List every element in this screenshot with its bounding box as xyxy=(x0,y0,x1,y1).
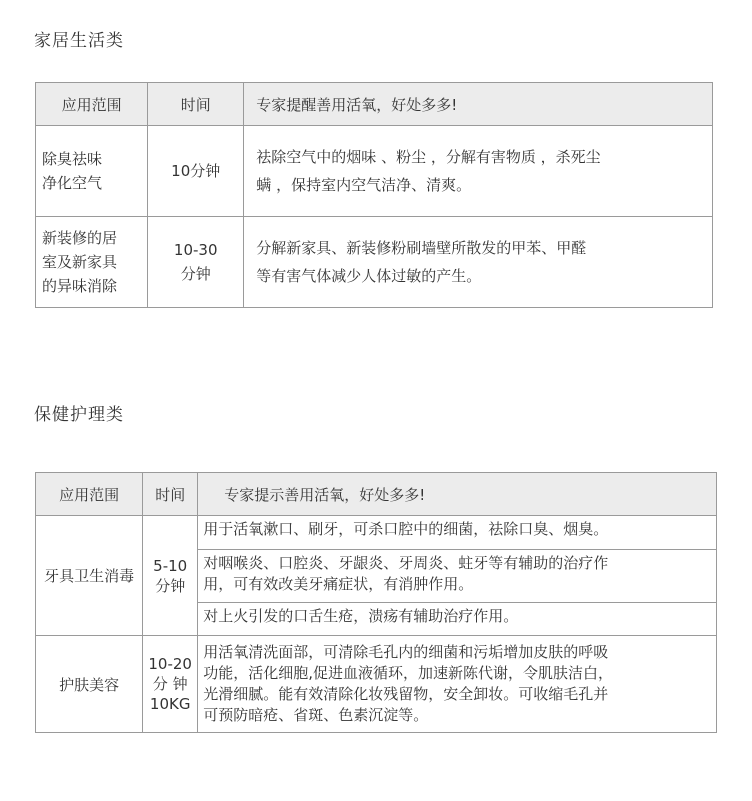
table-header-row xyxy=(36,83,713,126)
desc-line: 对上火引发的口舌生疮，溃疡有辅助治疗作用。 xyxy=(203,607,519,625)
time-line: 分钟 xyxy=(155,576,186,595)
time-cell xyxy=(148,126,244,217)
desc-item xyxy=(198,516,716,550)
desc-line: 祛除空气中的烟味 、粉尘 ，分解有害物质 ，杀死尘 xyxy=(256,148,601,166)
health-table xyxy=(35,472,717,733)
table-row xyxy=(36,636,717,733)
table-row xyxy=(36,516,717,636)
time-cell xyxy=(143,636,198,733)
table-row xyxy=(36,126,713,217)
scope-cell: 牙具卫生消毒 xyxy=(36,516,143,636)
table-row xyxy=(36,217,713,308)
desc-item xyxy=(198,550,716,603)
section-title-home: 家居生活类 xyxy=(34,31,124,51)
time-line: 10KG xyxy=(149,695,191,713)
scope-line: 新装修的居 xyxy=(42,229,118,247)
time-line: 10-20 xyxy=(148,655,192,673)
header-time: 时间 xyxy=(143,473,198,516)
desc-line: 对咽喉炎、口腔炎、牙龈炎、牙周炎、蛀牙等有辅助的治疗作 xyxy=(203,554,609,572)
desc-cell xyxy=(244,126,713,217)
header-scope: 应用范围 xyxy=(36,83,148,126)
home-table xyxy=(35,82,713,308)
desc-line: 分解新家具、新装修粉刷墙壁所散发的甲苯、甲醛 xyxy=(256,239,587,257)
scope-line: 室及新家具 xyxy=(42,253,118,271)
time-line: 5-10 xyxy=(153,556,188,575)
time-cell xyxy=(143,516,198,636)
time-cell xyxy=(148,217,244,308)
header-advice: 专家提醒善用活氧，好处多多! xyxy=(244,83,713,126)
desc-line: 光滑细腻。能有效清除化妆残留物，安全卸妆。可收缩毛孔并 xyxy=(203,685,609,703)
header-time: 时间 xyxy=(148,83,244,126)
desc-cell xyxy=(198,636,717,733)
scope-line: 的异味消除 xyxy=(42,277,118,295)
section-title-health: 保健护理类 xyxy=(34,405,124,425)
time-line: 10分钟 xyxy=(171,162,221,180)
desc-cell xyxy=(244,217,713,308)
header-scope: 应用范围 xyxy=(36,473,143,516)
time-line: 10-30 xyxy=(173,241,218,259)
scope-line: 除臭祛味 xyxy=(42,150,103,168)
scope-cell xyxy=(36,217,148,308)
scope-line: 净化空气 xyxy=(42,174,103,192)
desc-line: 功能，活化细胞,促进血液循环，加速新陈代谢，令肌肤洁白， xyxy=(203,664,614,682)
scope-cell: 护肤美容 xyxy=(36,636,143,733)
scope-cell xyxy=(36,126,148,217)
desc-line: 用活氧清洗面部，可清除毛孔内的细菌和污垢增加皮肤的呼吸 xyxy=(203,643,609,661)
time-line: 分钟 xyxy=(180,265,211,283)
header-advice: 专家提示善用活氧，好处多多! xyxy=(198,473,717,516)
time-line: 分 钟 xyxy=(152,675,188,693)
desc-cell xyxy=(198,516,717,636)
table-header-row xyxy=(36,473,717,516)
desc-line: 可预防暗疮、省斑、色素沉淀等。 xyxy=(203,706,429,724)
desc-line: 用于活氧漱口、刷牙，可杀口腔中的细菌，祛除口臭、烟臭。 xyxy=(203,520,609,538)
desc-line: 等有害气体减少人体过敏的产生。 xyxy=(256,267,482,285)
desc-item xyxy=(198,603,716,635)
desc-line: 用，可有效改美牙痛症状，有消肿作用。 xyxy=(203,575,474,593)
desc-line: 螨 ，保持室内空气洁净、清爽。 xyxy=(256,176,472,194)
